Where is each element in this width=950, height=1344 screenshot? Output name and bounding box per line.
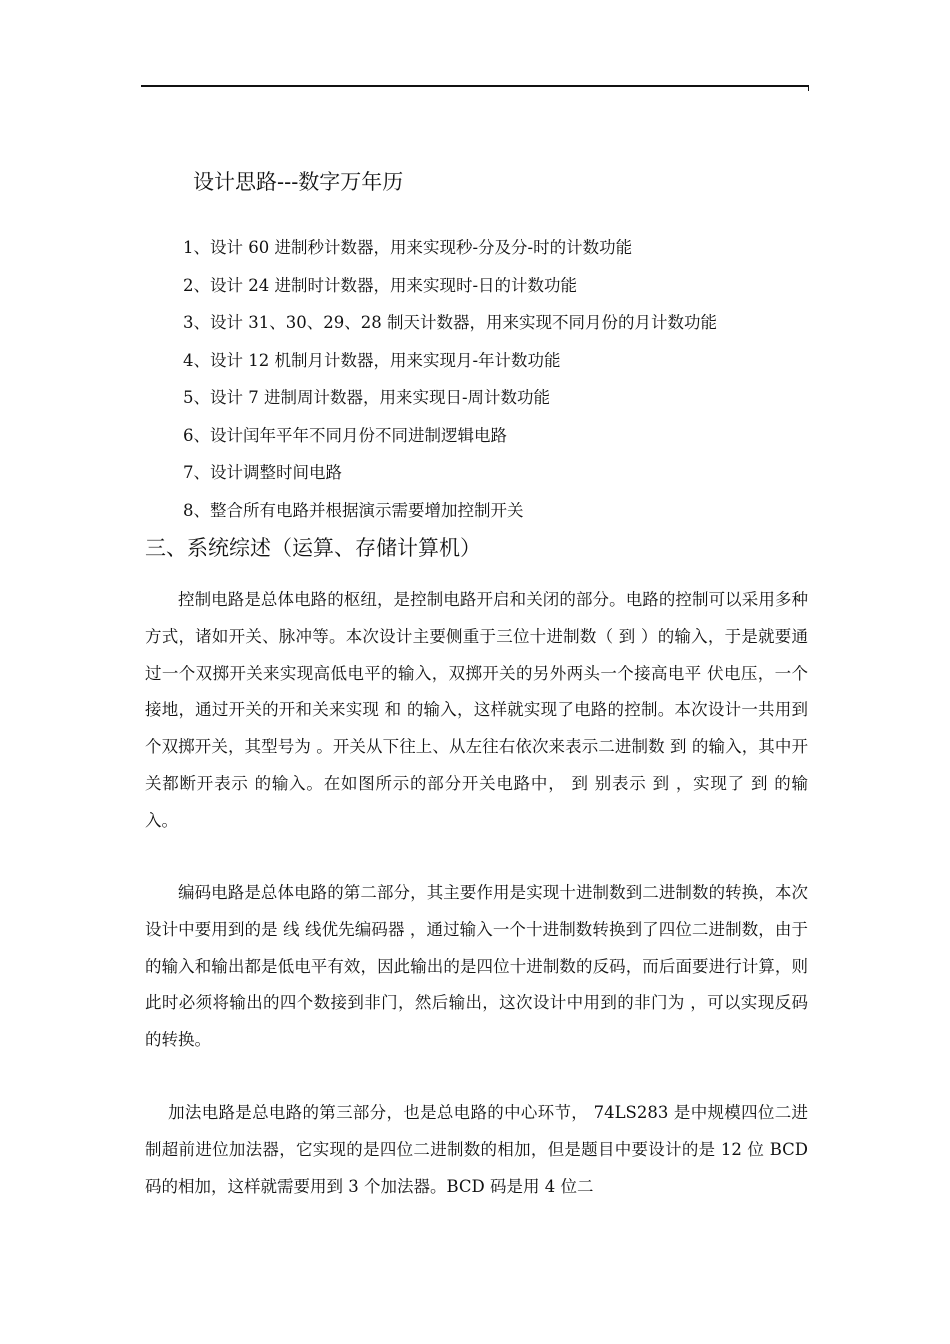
paragraph-text: 加法电路是总电路的第三部分，也是总电路的中心环节， 74LS283 是中规模四位二进制超前进位加法器，它实现的是四位二进制数的相加，但是题目中要设计的是 12 位 BCD 码的相加，这样就需要用到 3 个加法器。BCD 码是用 4 位二 — [145, 1103, 808, 1196]
list-item: 7、设计调整时间电路 — [183, 463, 342, 482]
paragraph-control-circuit — [145, 582, 808, 840]
list-item: 6、设计闰年平年不同月份不同进制逻辑电路 — [183, 425, 507, 445]
list-item: 4、设计 12 机制月计数器，用来实现月-年计数功能 — [183, 350, 561, 370]
paragraph-adder-circuit — [145, 1095, 808, 1205]
design-steps-list — [183, 234, 717, 534]
paragraph-encoder-circuit — [145, 875, 808, 1059]
list-item: 3、设计 31、30、29、28 制天计数器，用来实现不同月份的月计数功能 — [183, 313, 717, 332]
section-heading: 三、系统综述（运算、存储计算机） — [145, 536, 481, 560]
list-item: 5、设计 7 进制周计数器，用来实现日-周计数功能 — [183, 388, 551, 407]
paragraph-text: 编码电路是总体电路的第二部分，其主要作用是实现十进制数到二进制数的转换，本次设计中要用到的是 线 线优先编码器 ，通过输入一个十进制数转换到了四位二进制数，由于 的输入和输出都是低电平有效，因此输出的是四位十进制数的反码，而后面要进行计算，则此时必须将输出的四个数接到非门，然后输出，这次设计中用到的非门为 ，可以实现反码的转换。 — [145, 883, 808, 1050]
page-title: 设计思路---数字万年历 — [193, 170, 404, 194]
paragraph-text: 控制电路是总体电路的枢纽，是控制电路开启和关闭的部分。电路的控制可以采用多种方式，诸如开关、脉冲等。本次设计主要侧重于三位十进制数（ 到 ）的输入，于是就要通过一个双掷开关来实现高低电平的输入，双掷开关的另外两头一个接高电平 伏电压，一个接地，通过开关的开和关来实现 和 的输入，这样就实现了电路的控制。本次设计一共用到 个双掷开关，其型号为 。开关从下往上、从左往右依次来表示二进制数 到 的输入，其中开关都断开表示 的输入。在如图所示的部分开关电路中， 到 别表示 到 ，实现了 到 的输入。 — [145, 590, 808, 830]
list-item: 2、设计 24 进制时计数器，用来实现时-日的计数功能 — [183, 275, 578, 295]
header-rule-tick — [808, 85, 809, 91]
list-item: 8、整合所有电路并根据演示需要增加控制开关 — [183, 500, 524, 520]
list-item: 1、设计 60 进制秒计数器，用来实现秒-分及分-时的计数功能 — [183, 238, 633, 257]
header-rule — [141, 85, 809, 87]
